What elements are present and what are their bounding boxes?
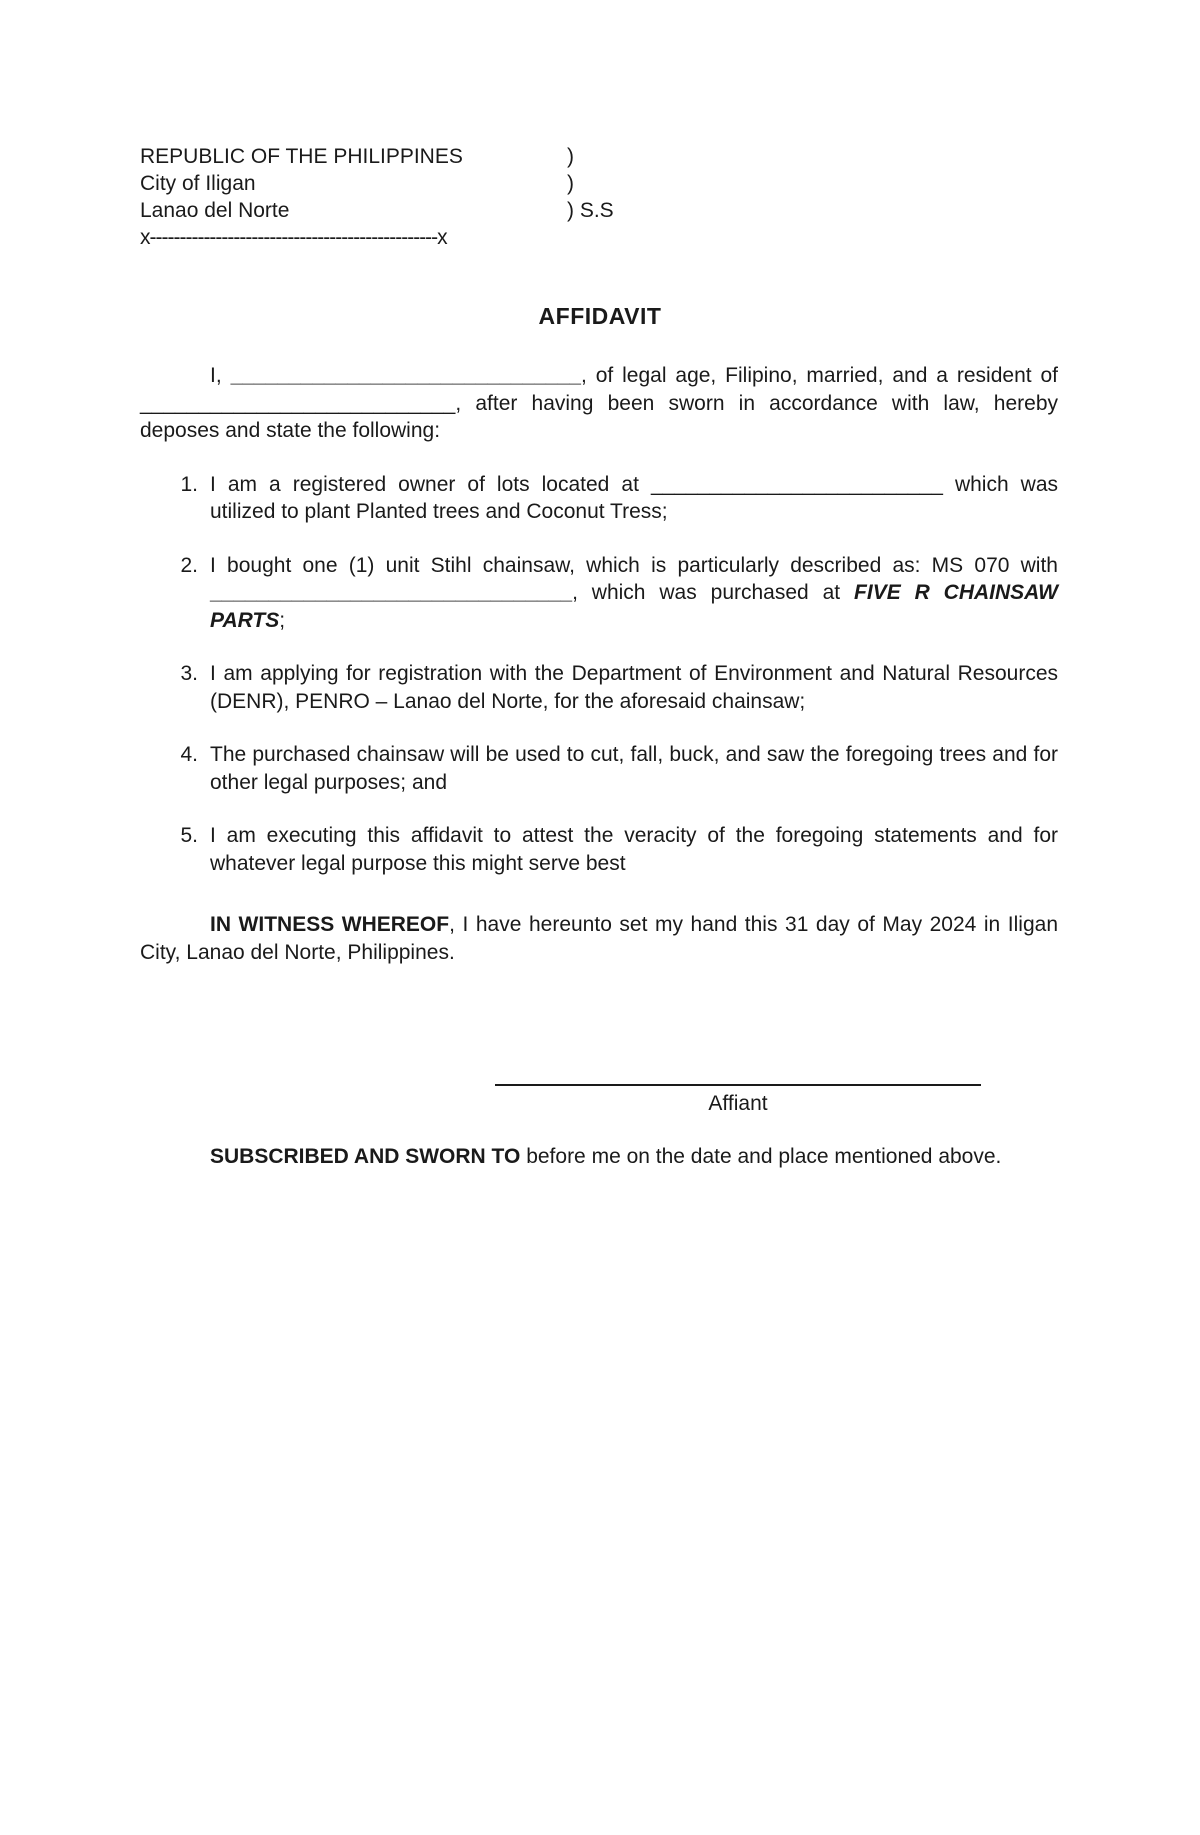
residence-blank: ___________________________ <box>140 391 456 415</box>
item-text-pre: I bought one (1) unit Stihl chainsaw, which is particularly described as: MS 070 with <box>210 553 1058 577</box>
venue-separator: x------------------------------------------------x <box>140 226 447 249</box>
statement-list <box>140 471 1058 878</box>
sworn-paragraph <box>140 1143 1058 1171</box>
item-number: 1. <box>180 472 198 496</box>
item-number: 2. <box>180 553 198 577</box>
lot-location-blank: _________________________ <box>650 472 943 496</box>
intro-text-1: , of legal age, Filipino, married, and a resident of <box>580 364 1058 387</box>
list-item <box>140 552 1058 635</box>
affidavit-body <box>140 362 1058 966</box>
sworn-heading: SUBSCRIBED AND SWORN TO <box>210 1145 521 1168</box>
list-item <box>140 660 1058 715</box>
affiant-name-blank: ______________________________ <box>230 364 581 387</box>
venue-row-province <box>140 197 614 224</box>
item-number: 5. <box>180 824 198 847</box>
chainsaw-details-blank: _______________________________ <box>210 581 573 604</box>
item-text-mid: , which was purchased at <box>572 581 855 604</box>
intro-text-2: , after having been sworn in accordance with law, hereby deposes and state the following: <box>140 391 1058 442</box>
item-text: The purchased chainsaw will be used to cut, fall, buck, and saw the foregoing trees and for other legal purposes; and <box>210 743 1058 794</box>
intro-paragraph <box>140 362 1058 445</box>
witness-paragraph <box>140 911 1058 966</box>
venue-row-republic <box>140 143 614 170</box>
intro-lead: I, <box>210 364 231 387</box>
venue-country: REPUBLIC OF THE PHILIPPINES <box>140 145 463 168</box>
document-title: AFFIDAVIT <box>538 303 662 329</box>
item-text: I am executing this affidavit to attest the veracity of the foregoing statements and for whatever legal purpose this might serve best <box>210 824 1058 875</box>
item-text: I am applying for registration with the Department of Environment and Natural Resources (DENR), PENRO – Lanao del Norte, for the aforesaid chainsaw; <box>210 662 1058 713</box>
witness-heading: IN WITNESS WHEREOF <box>210 913 450 936</box>
item-text <box>210 552 1058 635</box>
witness-text: , I have hereunto set my hand this 31 day of May 2024 in Iligan City, Lanao del Norte, Philippines. <box>140 913 1058 964</box>
item-number: 3. <box>180 662 198 685</box>
venue-province: Lanao del Norte <box>140 199 290 222</box>
venue-bracket: ) <box>567 145 574 168</box>
affiant-label: Affiant <box>708 1092 768 1115</box>
venue-ss: ) S.S <box>567 199 614 222</box>
list-item <box>140 471 1058 526</box>
item-text <box>210 471 1058 526</box>
venue-block <box>140 143 614 251</box>
signature-block <box>495 1066 981 1116</box>
item-text-post: which was utilized to plant Planted trees and Coconut Tress; <box>210 472 1059 523</box>
venue-city: City of Iligan <box>140 172 256 195</box>
store-name: FIVE R CHAINSAW PARTS <box>210 581 1059 632</box>
venue-bracket: ) <box>567 172 574 195</box>
item-text-post: ; <box>279 608 286 632</box>
venue-row-city <box>140 170 614 197</box>
item-text-pre: I am a registered owner of lots located at <box>210 472 651 496</box>
sworn-text: before me on the date and place mentioned above. <box>520 1145 1002 1168</box>
item-number: 4. <box>180 743 198 766</box>
signature-line <box>495 1084 981 1086</box>
list-item <box>140 822 1058 877</box>
list-item <box>140 741 1058 796</box>
